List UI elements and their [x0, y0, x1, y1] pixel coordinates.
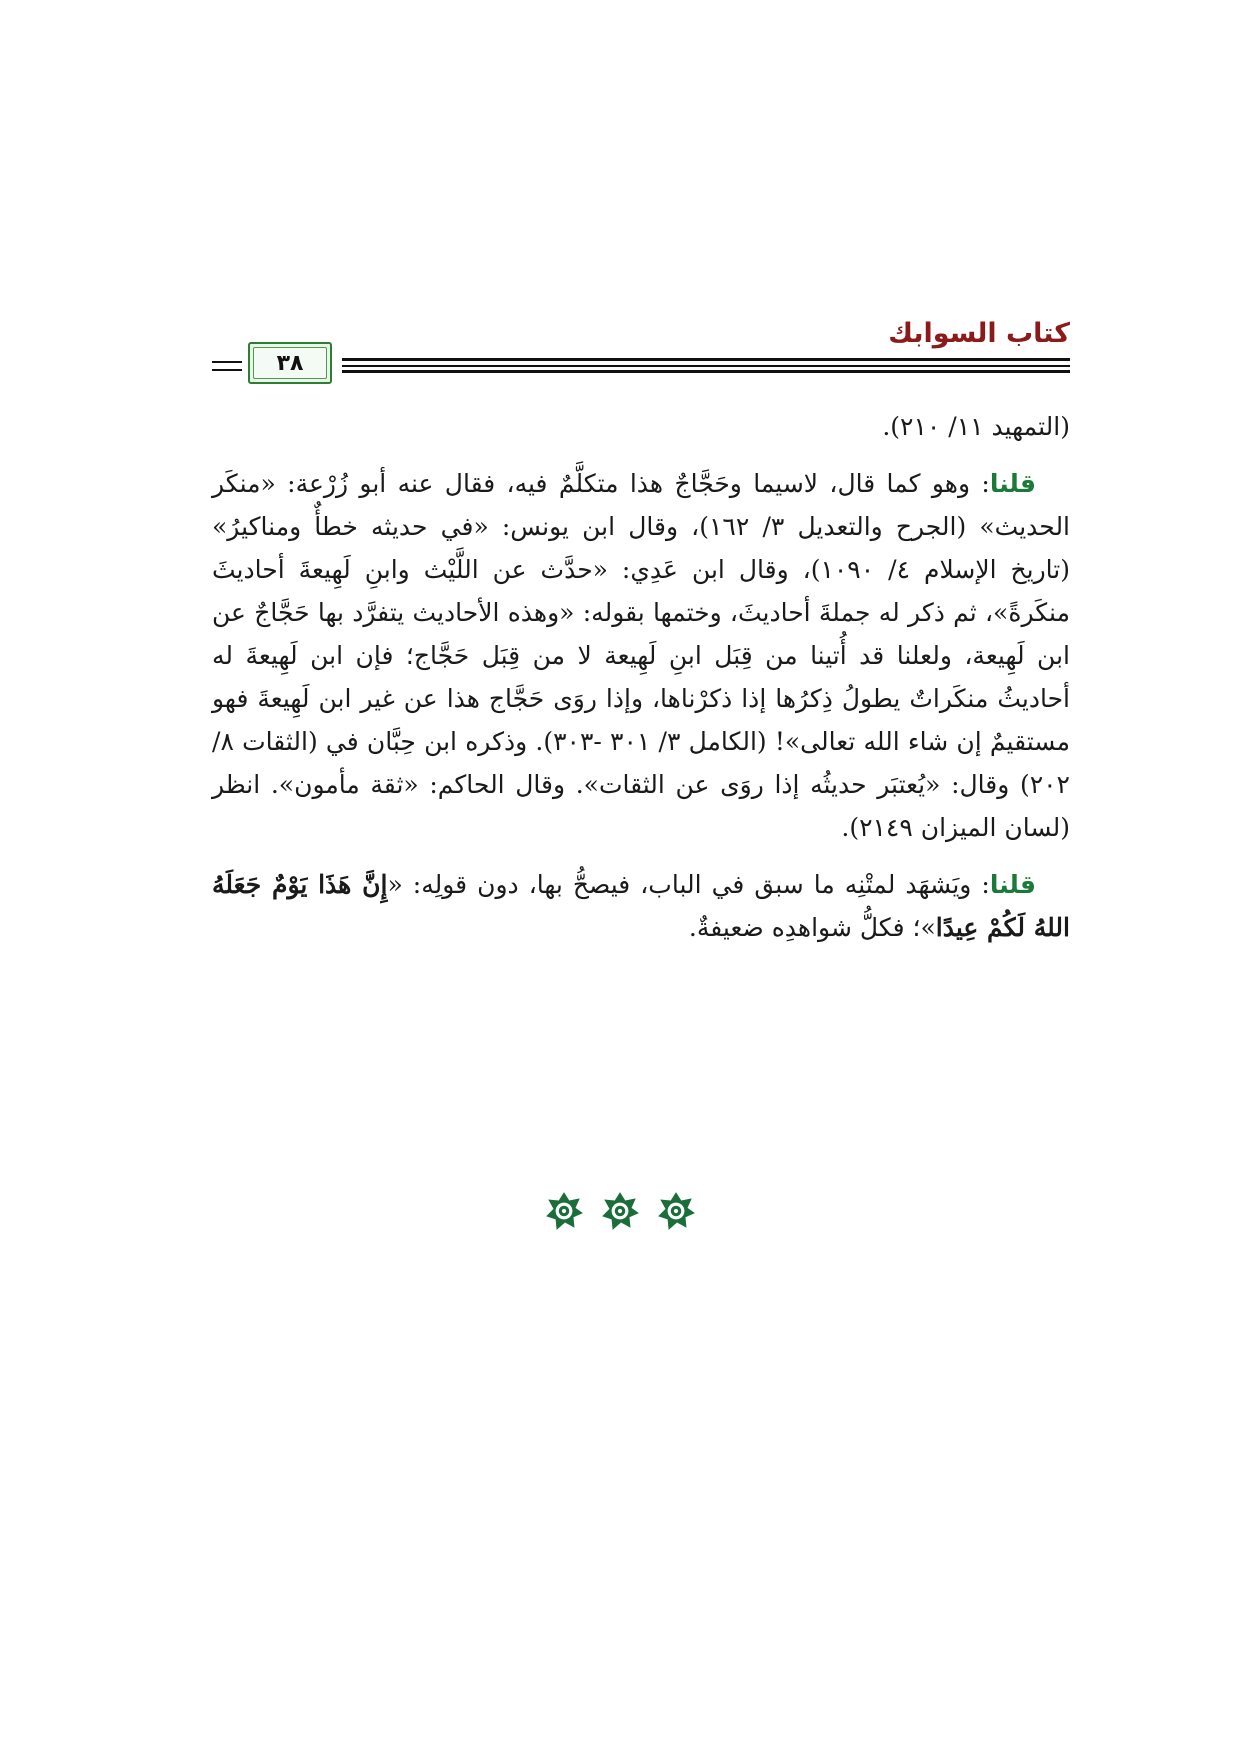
page-header — [212, 318, 1070, 388]
book-title: كتاب السوابك — [888, 318, 1070, 349]
commentary-paragraph — [212, 863, 1070, 949]
commentary-paragraph — [212, 462, 1070, 849]
page-number-frame — [253, 347, 327, 379]
header-rule — [212, 369, 242, 371]
header-rule — [342, 370, 1070, 373]
quoted-hadith-text: إِنَّ هَذَا يَوْمٌ جَعَلَهُ اللهُ لَكُمْ عِيدًا — [212, 870, 1070, 942]
paragraph-text: : ويَشهَد لمتْنِه ما سبق في الباب، فيصحُّ بها، دون قولِه: « — [387, 870, 990, 899]
page-number-badge — [248, 342, 332, 384]
paragraph-label: قلنا — [989, 469, 1036, 498]
page-body — [212, 405, 1070, 949]
paragraph-label: قلنا — [989, 870, 1036, 899]
section-end-ornaments — [0, 1190, 1240, 1232]
header-rule — [342, 358, 1070, 361]
ornament-star-icon — [655, 1190, 697, 1232]
header-rule — [342, 365, 1070, 367]
header-rule — [212, 361, 242, 363]
paragraph-text: »؛ فكلُّ شواهدِه ضعيفةٌ. — [688, 913, 936, 942]
paragraph-text: : وهو كما قال، لاسيما وحَجَّاجٌ هذا متكلَّمٌ فيه، فقال عنه أبو زُرْعة: «منكَر الحديث» (الجرح والتعديل ٣/ ١٦٢)، وقال ابن يونس: «في حديثه خطأٌ ومناكيرُ» (تاريخ الإسلام ٤/ ١٠٩٠)، وقال ابن عَدِي: «حدَّث عن اللَّيْث وابنِ لَهِيعةَ أحاديثَ منكَرةً»، ثم ذكر له جملةَ أحاديثَ، وختمها بقوله: «وهذه الأحاديث يتفرَّد بها حَجَّاجٌ عن ابن لَهِيعة، ولعلنا قد أُتينا من قِبَل ابنِ لَهِيعة لا من قِبَل حَجَّاج؛ فإن ابن لَهِيعةَ له أحاديثُ منكَراتٌ يطولُ ذِكرُها إذا ذكرْناها، وإذا روَى حَجَّاج هذا عن غير ابن لَهِيعةَ فهو مستقيمٌ إن شاء الله تعالى»! (الكامل ٣/ ٣٠١ -٣٠٣). وذكره ابن حِبَّان في (الثقات ٨/ ٢٠٢) وقال: «يُعتبَر حديثُه إذا روَى عن الثقات». وقال الحاكم: «ثقة مأمون». انظر (لسان الميزان ٢١٤٩). — [212, 469, 1071, 842]
citation-paragraph: (التمهيد ١١/ ٢١٠). — [882, 412, 1070, 441]
page-number: ٣٨ — [276, 350, 304, 376]
ornament-star-icon — [599, 1190, 641, 1232]
ornament-star-icon — [543, 1190, 585, 1232]
